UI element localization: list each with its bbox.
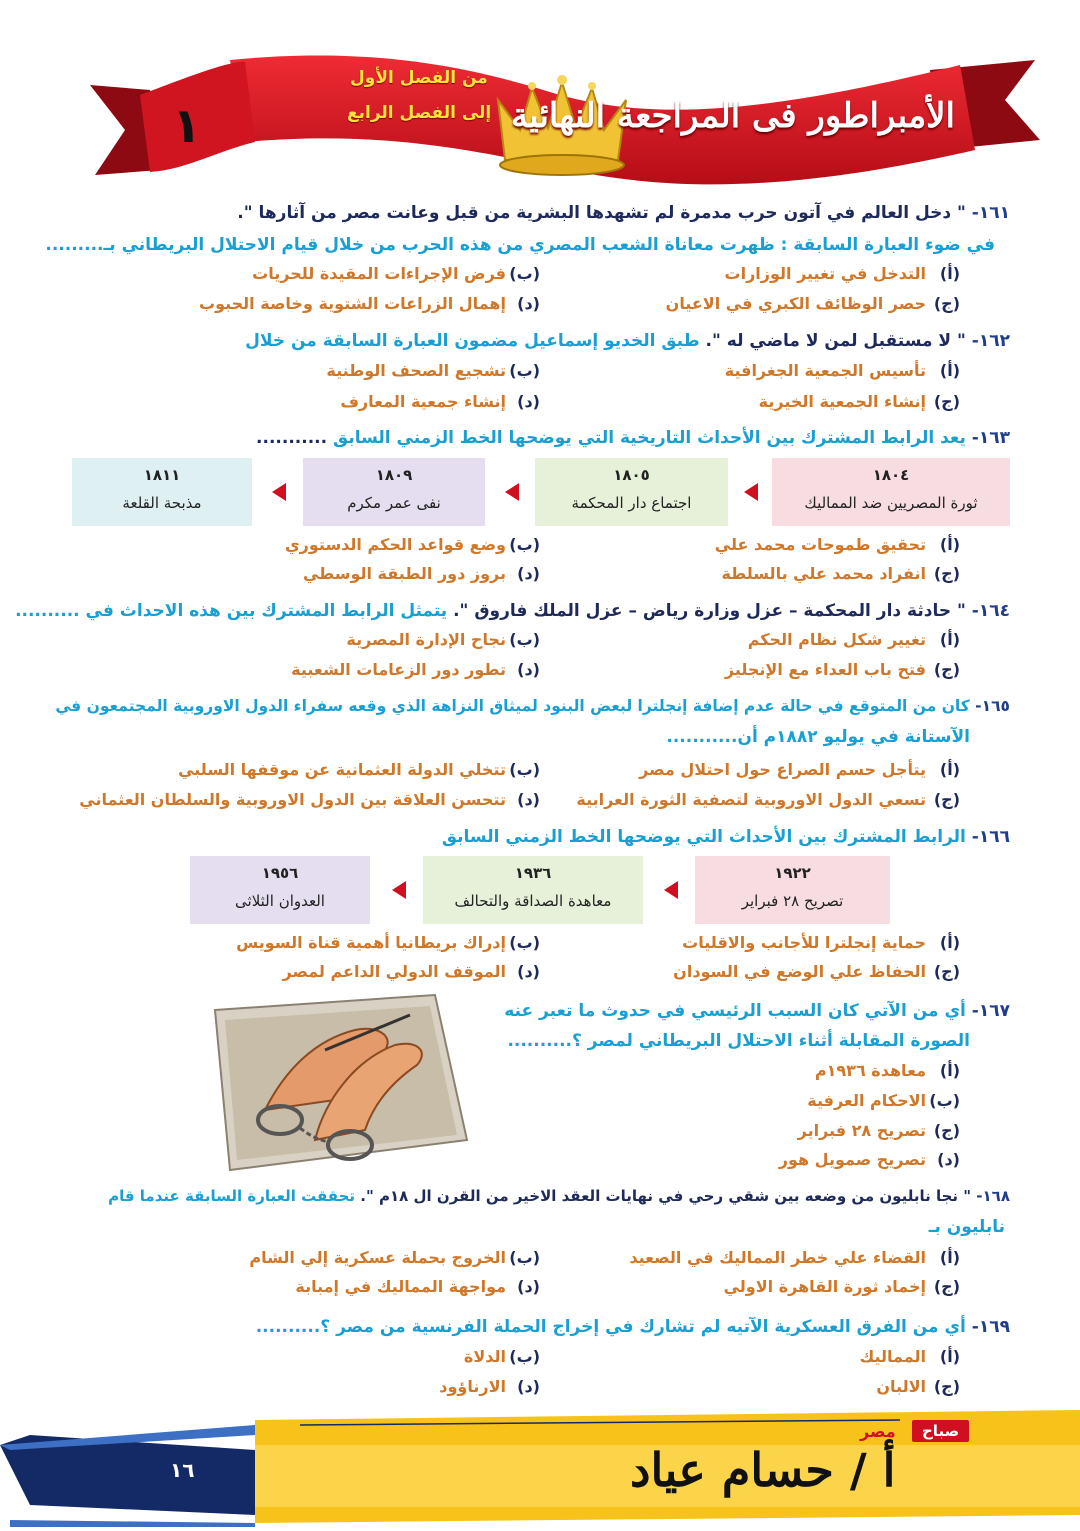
book-number: ١ (172, 98, 202, 154)
timeline-event: تصريح ٢٨ فبراير (741, 892, 844, 910)
option-a[interactable] (639, 760, 960, 779)
question-prompt-text: نابليون بـ (928, 1217, 1005, 1237)
option-text: تتخلي الدولة العثمانية عن موقفها السلبي (178, 760, 506, 779)
timeline-year: ١٩٣٦ (514, 864, 552, 882)
option-letter: (د) (937, 1150, 960, 1169)
question-prompt-text: طبق الخديو إسماعيل مضمون العبارة السابقة من خلال (245, 331, 700, 351)
answer-blank: ........... (256, 428, 328, 448)
question-prompt-text: الرابط المشترك بين الأحداث التي يوضحها الخط الزمني السابق (441, 827, 966, 847)
timeline-box (303, 458, 485, 526)
question-167 (504, 1001, 1010, 1021)
option-letter: (د) (517, 962, 540, 981)
question-prompt-text: أي من الفرق العسكرية الآتيه لم تشارك في إخراج الحملة الفرنسية من مصر ؟.......... (255, 1317, 966, 1337)
timeline-year: ١٨٠٥ (613, 466, 650, 484)
option-letter: (د) (517, 564, 540, 583)
option-text: الحفاظ علي الوضع في السودان (673, 962, 926, 981)
option-d[interactable] (295, 1277, 540, 1296)
question-169 (256, 1317, 1010, 1337)
option-letter: (ب) (509, 264, 540, 283)
question-166 (442, 827, 1010, 847)
page-title: الأمبراطور فى المراجعة النهائية (510, 96, 955, 136)
option-letter: (أ) (939, 630, 960, 649)
timeline-event: العدوان الثلاثى (235, 892, 325, 910)
option-d[interactable] (439, 1377, 540, 1396)
option-c[interactable] (798, 1121, 960, 1140)
timeline-year: ١٨٠٤ (872, 466, 910, 484)
option-text: انفراد محمد علي بالسلطة (721, 564, 926, 583)
option-letter: (أ) (939, 760, 960, 779)
option-c[interactable] (666, 294, 960, 313)
timeline-event: نفى عمر مكرم (347, 494, 441, 512)
option-text: يتأجل حسم الصراع حول احتلال مصر (639, 760, 926, 779)
option-text: التدخل في تغيير الوزارات (724, 264, 926, 283)
option-text: الاحكام العرفية (807, 1091, 926, 1110)
timeline-box (535, 458, 728, 526)
option-letter: (ج) (933, 1377, 960, 1396)
footer (0, 1405, 1080, 1527)
question-number: ١٦٣- (971, 428, 1010, 448)
option-letter: (ب) (509, 630, 540, 649)
option-a[interactable] (629, 1248, 960, 1267)
option-text: حماية إنجلترا للأجانب والاقليات (682, 933, 926, 952)
timeline-event: اجتماع دار المحكمة (571, 494, 692, 512)
option-letter: (ج) (933, 564, 960, 583)
timeline-box (190, 856, 370, 924)
option-text: المماليك (859, 1347, 926, 1366)
option-letter: (أ) (939, 1061, 960, 1080)
option-c[interactable] (876, 1377, 960, 1396)
option-text: إنشاء الجمعية الخيرية (758, 392, 926, 411)
question-165 (55, 697, 1010, 715)
option-a[interactable] (715, 535, 960, 554)
question-168 (108, 1187, 1010, 1205)
option-text: إدراك بريطانيا أهمية قناة السويس (236, 933, 506, 952)
chapter-range-to: إلى الفصل الرابع (347, 103, 492, 123)
option-text: الالبان (876, 1377, 926, 1396)
option-letter: (ب) (509, 933, 540, 952)
option-letter: (أ) (939, 933, 960, 952)
option-text: بروز دور الطبقة الوسطي (302, 564, 506, 583)
question-prompt-continued (929, 1217, 1005, 1237)
option-a[interactable] (682, 933, 960, 952)
question-number: ١٦٦- (971, 827, 1010, 847)
option-d[interactable] (340, 392, 540, 411)
question-prompt-continued (666, 727, 970, 747)
option-letter: (ج) (933, 1121, 960, 1140)
option-text: وضع قواعد الحكم الدستوري (285, 535, 506, 554)
question-prompt (45, 235, 995, 255)
option-letter: (د) (517, 790, 540, 809)
option-letter: (ج) (933, 1277, 960, 1296)
option-letter: (ب) (509, 1347, 540, 1366)
option-a[interactable] (725, 361, 960, 380)
timeline-year: ١٨١١ (143, 466, 181, 484)
option-text: إهمال الزراعات الشتوية وخاصة الحبوب (199, 294, 506, 313)
option-text: تحقيق طموحات محمد علي (714, 535, 926, 554)
option-text: إنشاء جمعية المعارف (340, 392, 506, 411)
handcuffed-hands-illustration (205, 990, 470, 1175)
timeline-year: ١٩٢٢ (774, 864, 811, 882)
option-c[interactable] (721, 564, 960, 583)
option-text: الدلاة (463, 1347, 506, 1366)
option-c[interactable] (725, 660, 960, 679)
timeline-box (772, 458, 1010, 526)
timeline-box (423, 856, 643, 924)
option-letter: (أ) (939, 1248, 960, 1267)
question-prompt-continued (507, 1031, 970, 1051)
option-text: تطور دور الزعامات الشعبية (291, 660, 506, 679)
arrow-left-icon (505, 483, 519, 501)
option-text: القضاء علي خطر المماليك في الصعيد (629, 1248, 926, 1267)
option-d[interactable] (199, 294, 540, 313)
question-163 (256, 428, 1010, 448)
option-letter: (ب) (509, 361, 540, 380)
question-prompt-text: تحققت العبارة السابقة عندما قام (108, 1187, 356, 1205)
option-text: الموقف الدولي الداعم لمصر (282, 962, 506, 981)
question-prompt-text: الصورة المقابلة أثناء الاحتلال البريطاني لمصر ؟.......... (507, 1031, 970, 1051)
option-letter: (ج) (933, 660, 960, 679)
option-d[interactable] (779, 1150, 960, 1169)
arrow-left-icon (392, 881, 406, 899)
question-number: ١٦٩- (971, 1317, 1010, 1337)
timeline-year: ١٩٥٦ (261, 864, 299, 882)
option-a[interactable] (725, 264, 961, 283)
question-prompt-text: كان من المتوقع في حالة عدم إضافة إنجلترا لبعض البنود لميثاق النزاهة الذي وقعه سفراء الدول الاوروبية المجتمعون في (55, 697, 970, 715)
chapter-range-from: من الفصل الأول (350, 68, 488, 88)
option-text: فتح باب العداء مع الإنجليز (724, 660, 926, 679)
option-text: مواجهة المماليك في إمبابة (295, 1277, 506, 1296)
question-number: ١٦٧- (971, 1001, 1010, 1021)
brand-logo-badge: صباح (912, 1420, 969, 1442)
option-a[interactable] (815, 1061, 960, 1080)
option-a[interactable] (860, 1347, 960, 1366)
timeline-event: معاهدة الصداقة والتحالف (454, 892, 612, 910)
question-number: ١٦٤- (971, 601, 1010, 621)
option-letter: (د) (517, 392, 540, 411)
option-letter: (ج) (933, 294, 960, 313)
option-c[interactable] (576, 790, 960, 809)
option-text: الارناؤود (439, 1377, 506, 1396)
author-name: أ / حسام عياد (630, 1443, 896, 1497)
option-b[interactable] (236, 933, 540, 952)
timeline-box (72, 458, 252, 526)
option-c[interactable] (724, 1277, 960, 1296)
option-letter: (د) (517, 294, 540, 313)
option-letter: (أ) (939, 1347, 960, 1366)
option-text: حصر الوظائف الكبري في الاعيان (665, 294, 926, 313)
question-quote: " حادثة دار المحكمة – عزل وزارة رياض – عزل الملك فاروق ". (453, 601, 966, 621)
timeline-year: ١٨٠٩ (375, 466, 413, 484)
question-number: ١٦١- (971, 203, 1010, 223)
brand-logo-text: مصر (860, 1422, 896, 1441)
question-quote: " دخل العالم في آتون حرب مدمرة لم تشهدها البشرية من قبل وعانت مصر من آثارها ". (237, 203, 966, 223)
option-letter: (د) (517, 1377, 540, 1396)
option-d[interactable] (291, 660, 540, 679)
option-letter: (ب) (509, 1248, 540, 1267)
option-b[interactable] (285, 535, 540, 554)
option-letter: (أ) (939, 264, 960, 283)
option-c[interactable] (759, 392, 960, 411)
option-text: الخروج بحملة عسكرية إلي الشام (249, 1248, 506, 1267)
option-letter: (ج) (933, 392, 960, 411)
option-b[interactable] (326, 361, 540, 380)
question-number: ١٦٨- (976, 1187, 1010, 1205)
option-b[interactable] (807, 1091, 960, 1110)
option-b[interactable] (178, 760, 540, 779)
option-letter: (ب) (509, 535, 540, 554)
option-c[interactable] (673, 962, 960, 981)
question-number: ١٦٢- (971, 331, 1010, 351)
arrow-left-icon (272, 483, 286, 501)
timeline-box (695, 856, 890, 924)
question-quote: " نجا نابليون من وضعه بين شقي رحي في نهايات العقد الاخير من القرن ال ١٨م ". (360, 1187, 972, 1205)
option-text: تأسيس الجمعية الجغرافية (724, 361, 926, 380)
question-161 (237, 203, 1010, 223)
timeline-event: ثورة المصريين ضد المماليك (804, 494, 978, 512)
option-text: نجاح الإدارة المصرية (346, 630, 506, 649)
question-quote: " لا مستقبل لمن لا ماضي له ". (705, 331, 966, 351)
option-b[interactable] (252, 264, 540, 283)
question-prompt-text: الآستانة في يوليو ١٨٨٢م أن........... (666, 727, 970, 747)
option-text: تصريح ٢٨ فبراير (797, 1121, 926, 1140)
question-prompt-text: يتمثل الرابط المشترك بين هذه الاحداث في .......... (15, 601, 448, 621)
option-b[interactable] (464, 1347, 540, 1366)
question-prompt-text: أي من الآتي كان السبب الرئيسي في حدوث ما تعبر عنه (504, 1001, 966, 1021)
option-text: تصريح صمويل هور (778, 1150, 926, 1169)
timeline-event: مذبحة القلعة (122, 494, 202, 512)
option-text: إخماد ثورة القاهرة الاولي (723, 1277, 926, 1296)
question-number: ١٦٥- (975, 697, 1010, 715)
option-b[interactable] (249, 1248, 540, 1267)
option-letter: (أ) (939, 535, 960, 554)
option-d[interactable] (79, 790, 540, 809)
option-letter: (أ) (939, 361, 960, 380)
option-b[interactable] (346, 630, 540, 649)
page-number: ١٦ (170, 1458, 195, 1482)
arrow-left-icon (744, 483, 758, 501)
arrow-left-icon (664, 881, 678, 899)
option-text: تتحسن العلاقة بين الدول الاوروبية والسلطان العثماني (79, 790, 506, 809)
option-letter: (ج) (933, 962, 960, 981)
option-letter: (ب) (509, 760, 540, 779)
option-text: معاهدة ١٩٣٦م (814, 1061, 926, 1080)
option-letter: (ب) (929, 1091, 960, 1110)
option-text: تسعي الدول الاوروبية لتصفية الثورة العرابية (576, 790, 926, 809)
option-text: تشجيع الصحف الوطنية (326, 361, 506, 380)
option-d[interactable] (282, 962, 540, 981)
question-164 (15, 601, 1010, 621)
header-banner (0, 0, 1080, 200)
question-prompt-text: في ضوء العبارة السابقة : ظهرت معاناة الشعب المصري من هذه الحرب من خلال قيام الاحتلال البريطاني بـ......... (45, 235, 995, 255)
option-text: فرض الإجراءات المقيدة للحريات (252, 264, 506, 283)
option-letter: (ج) (933, 790, 960, 809)
question-162 (245, 331, 1010, 351)
option-d[interactable] (303, 564, 540, 583)
option-letter: (د) (517, 660, 540, 679)
question-prompt-text: يعد الرابط المشترك بين الأحداث التاريخية التي يوضحها الخط الزمني السابق (333, 428, 966, 448)
option-a[interactable] (748, 630, 960, 649)
option-text: تغيير شكل نظام الحكم (747, 630, 926, 649)
option-letter: (د) (517, 1277, 540, 1296)
